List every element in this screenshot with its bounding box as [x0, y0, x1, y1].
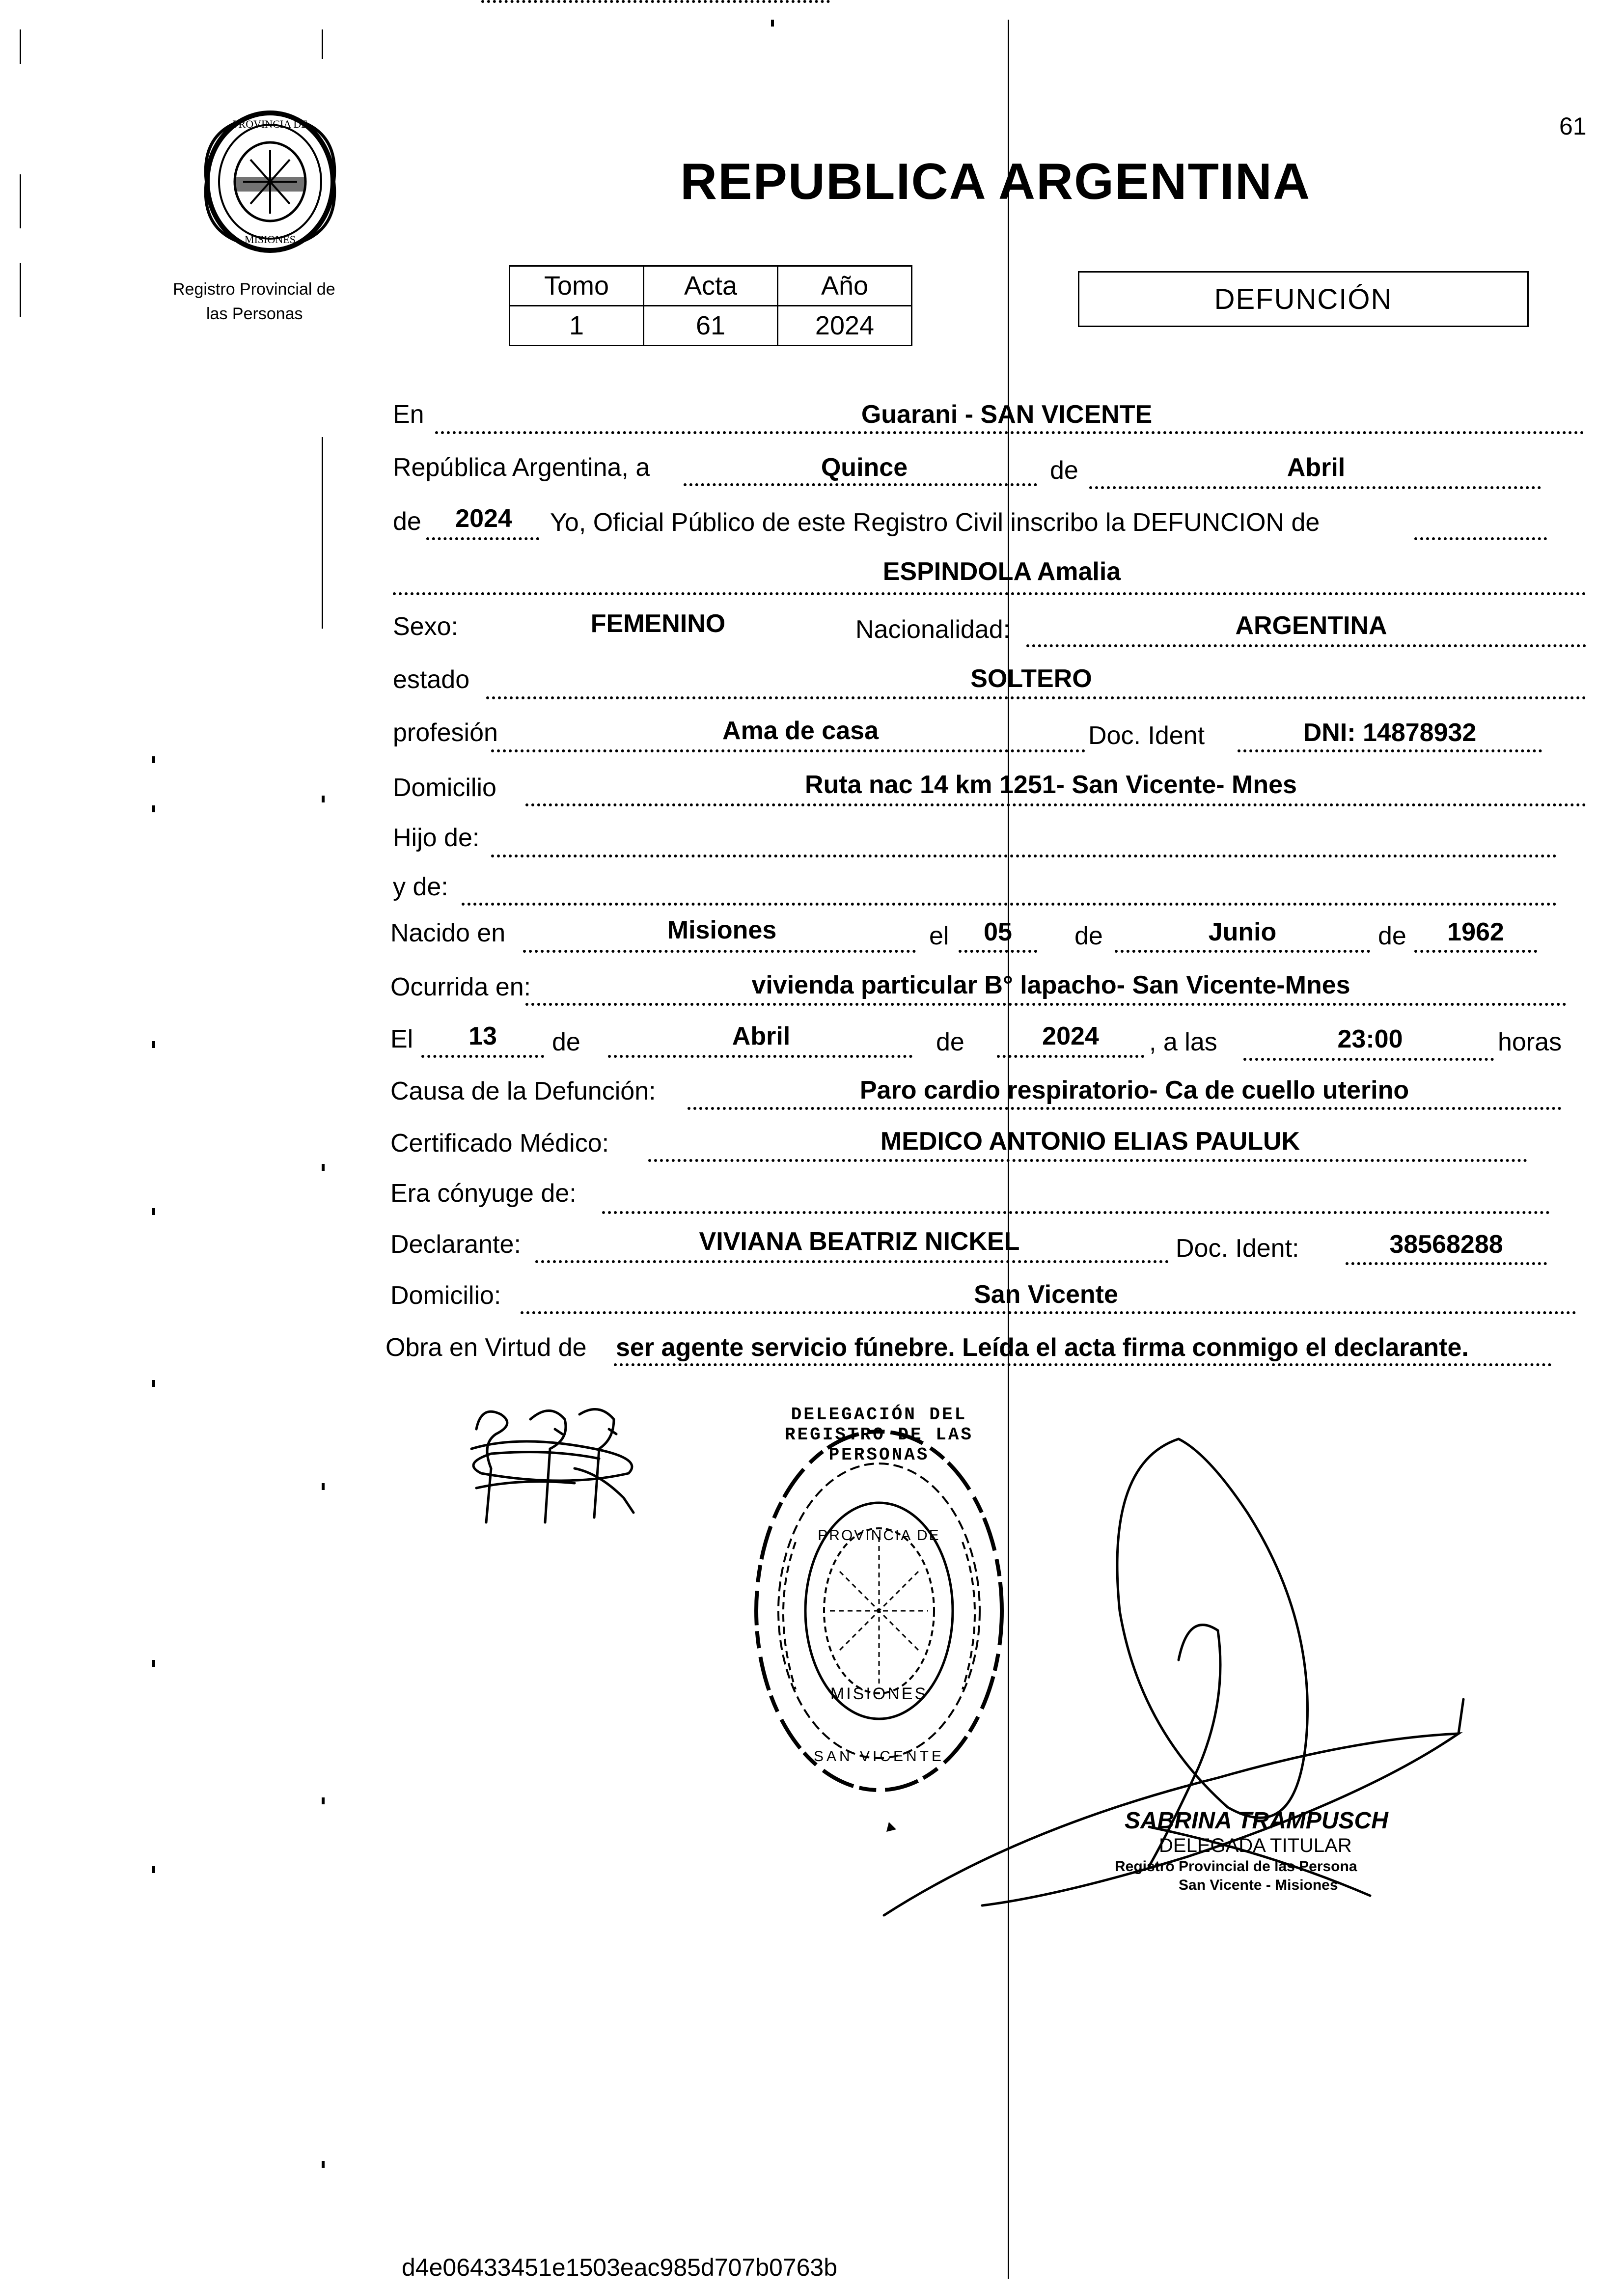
table-header-acta: Acta	[644, 266, 778, 306]
scan-speck	[152, 1041, 155, 1048]
scan-speck	[771, 20, 774, 27]
death-month-dotted-line	[608, 1055, 912, 1058]
month-dotted-line	[1089, 486, 1541, 489]
stamp-ring-text: DELEGACIÓN DEL REGISTRO DE LAS PERSONAS	[784, 1405, 974, 1465]
sexo-value: FEMENINO	[590, 609, 726, 638]
scan-margin-line	[20, 174, 21, 228]
estado-label: estado	[393, 665, 470, 694]
birth-month-dotted-line	[1115, 950, 1370, 953]
el-label: el	[929, 922, 949, 950]
year-value: 2024	[455, 504, 512, 533]
scan-speck	[152, 1660, 155, 1667]
de-label-5: de	[552, 1028, 580, 1056]
ocurrida-value: vivienda particular B° lapacho- San Vicente-Mnes	[751, 971, 1350, 999]
scan-speck	[152, 756, 155, 763]
horas-label: horas	[1498, 1028, 1562, 1056]
profesion-dotted-line	[491, 749, 1085, 752]
el-cap-label: El	[390, 1025, 413, 1053]
document-hash: d4e06433451e1503eac985d707b0763b	[402, 2254, 838, 2281]
domicilio2-dotted-line	[521, 1311, 1576, 1314]
scan-speck	[152, 1866, 155, 1873]
scan-speck	[322, 1483, 325, 1490]
table-header-anio: Año	[778, 266, 912, 306]
nacionalidad-dotted-line	[1026, 644, 1586, 647]
obra-dotted-line	[614, 1363, 1552, 1366]
scan-speck	[152, 1208, 155, 1215]
inscribe-dotted-line	[1414, 537, 1547, 540]
de-label-6: de	[936, 1028, 964, 1056]
obra-value: ser agente servicio fúnebre. Leída el acta firma conmigo el declarante.	[616, 1333, 1469, 1362]
registry-name-line2: las Personas	[206, 304, 303, 323]
day-words-dotted-line	[684, 483, 1037, 486]
official-name: SABRINA TRAMPUSCH	[1125, 1808, 1388, 1834]
hijo-de-dotted-line	[491, 855, 1557, 857]
sexo-label: Sexo:	[393, 612, 458, 641]
declarant-signature	[452, 1400, 658, 1537]
nacionalidad-label: Nacionalidad:	[855, 615, 1011, 644]
official-org: Registro Provincial de las Persona	[1115, 1858, 1357, 1875]
official-title: DELEGADA TITULAR	[1159, 1835, 1352, 1856]
de-label-3: de	[1074, 922, 1103, 950]
causa-value: Paro cardio respiratorio- Ca de cuello uterino	[859, 1076, 1409, 1104]
nacido-en-dotted-line	[523, 950, 916, 953]
estado-value: SOLTERO	[970, 664, 1092, 693]
death-year-value: 2024	[1042, 1022, 1099, 1050]
profesion-value: Ama de casa	[722, 717, 879, 745]
domicilio2-value: San Vicente	[974, 1280, 1118, 1309]
death-day-dotted-line	[421, 1055, 544, 1058]
certificado-label: Certificado Médico:	[390, 1129, 609, 1158]
scan-speck	[322, 2161, 325, 2168]
profesion-label: profesión	[393, 718, 498, 747]
death-year-dotted-line	[997, 1055, 1144, 1058]
official-place: San Vicente - Misiones	[1179, 1877, 1338, 1893]
scan-speck	[152, 1380, 155, 1387]
en-label: En	[393, 400, 424, 429]
scan-margin-line	[20, 263, 21, 317]
doc-ident2-dotted-line	[1346, 1262, 1547, 1265]
scan-speck	[322, 1797, 325, 1804]
deceased-name: ESPINDOLA Amalia	[882, 557, 1121, 586]
y-de-dotted-line	[462, 903, 1557, 906]
nacionalidad-value: ARGENTINA	[1235, 611, 1387, 640]
de-label-2: de	[393, 507, 421, 536]
en-dotted-line	[435, 431, 1584, 434]
birth-month-value: Junio	[1208, 918, 1277, 946]
inscribe-text: Yo, Oficial Público de este Registro Civil inscribo la DEFUNCION de	[550, 508, 1320, 537]
domicilio2-label: Domicilio:	[390, 1281, 501, 1310]
birth-year-value: 1962	[1447, 918, 1504, 946]
y-de-label: y de:	[393, 873, 448, 901]
de-label-1: de	[1050, 456, 1078, 485]
province-seal	[196, 108, 344, 255]
hijo-de-label: Hijo de:	[393, 824, 480, 852]
ocurrida-label: Ocurrida en:	[390, 973, 531, 1001]
table-value-acta: 61	[644, 306, 778, 346]
certificado-value: MEDICO ANTONIO ELIAS PAULUK	[880, 1127, 1300, 1156]
day-words-value: Quince	[821, 453, 908, 482]
scan-margin-line	[322, 29, 323, 59]
domicilio-dotted-line	[525, 803, 1586, 806]
scan-speck	[152, 805, 155, 812]
declarante-dotted-line	[535, 1260, 1169, 1263]
scan-speck	[322, 796, 325, 802]
conyuge-label: Era cónyuge de:	[390, 1179, 577, 1208]
a-las-label: , a las	[1149, 1028, 1217, 1056]
nacido-en-label: Nacido en	[390, 919, 506, 947]
birth-year-dotted-line	[1414, 950, 1537, 953]
de-label-4: de	[1378, 922, 1406, 950]
doc-ident2-label: Doc. Ident:	[1176, 1234, 1299, 1263]
birth-day-dotted-line	[959, 950, 1037, 953]
stamp-inner-top: PROVINCIA DE	[818, 1527, 940, 1544]
seal-top-text: PROVINCIA DE	[232, 118, 308, 130]
death-month-value: Abril	[732, 1022, 791, 1050]
causa-label: Causa de la Defunción:	[390, 1077, 656, 1105]
page-number: 61	[1559, 112, 1587, 140]
declarante-value: VIVIANA BEATRIZ NICKEL	[699, 1227, 1020, 1256]
scan-margin-line	[322, 437, 323, 629]
conyuge-dotted-line	[602, 1211, 1550, 1214]
month-value: Abril	[1287, 453, 1346, 482]
scan-margin-line	[20, 29, 21, 64]
domicilio-value: Ruta nac 14 km 1251- San Vicente- Mnes	[805, 771, 1297, 799]
stamp-inner-bottom: MISIONES	[830, 1684, 928, 1703]
doc-ident-value: DNI: 14878932	[1303, 718, 1477, 747]
causa-dotted-line	[688, 1107, 1562, 1110]
ocurrida-dotted-line	[525, 1003, 1567, 1006]
doc-ident-dotted-line	[1238, 749, 1542, 752]
year-dotted-line	[426, 537, 539, 540]
act-type-box: DEFUNCIÓN	[1078, 271, 1529, 327]
table-value-tomo: 1	[510, 306, 644, 346]
doc-ident-label: Doc. Ident	[1088, 721, 1205, 750]
stamp-bottom-text: SAN VICENTE	[813, 1748, 945, 1765]
scan-speck	[322, 1164, 325, 1171]
table-header-tomo: Tomo	[510, 266, 644, 306]
death-time-value: 23:00	[1337, 1025, 1403, 1053]
estado-dotted-line	[486, 696, 1586, 699]
document-title: REPUBLICA ARGENTINA	[680, 153, 1311, 210]
en-value: Guarani - SAN VICENTE	[861, 400, 1153, 429]
sexo-dotted-line	[481, 0, 830, 3]
declarante-label: Declarante:	[390, 1230, 521, 1259]
death-time-dotted-line	[1243, 1058, 1494, 1061]
certificado-dotted-line	[648, 1159, 1527, 1162]
domicilio-label: Domicilio	[393, 773, 496, 802]
nacido-en-value: Misiones	[667, 916, 777, 944]
death-day-value: 13	[468, 1022, 497, 1050]
seal-bottom-text: MISIONES	[245, 233, 296, 246]
deceased-dotted-line	[393, 592, 1586, 595]
registry-table	[509, 265, 912, 346]
republica-label: República Argentina, a	[393, 453, 650, 482]
doc-ident2-value: 38568288	[1389, 1230, 1503, 1259]
table-value-anio: 2024	[778, 306, 912, 346]
birth-day-value: 05	[984, 918, 1012, 946]
registry-name-line1: Registro Provincial de	[173, 280, 335, 299]
obra-label: Obra en Virtud de	[385, 1333, 587, 1362]
